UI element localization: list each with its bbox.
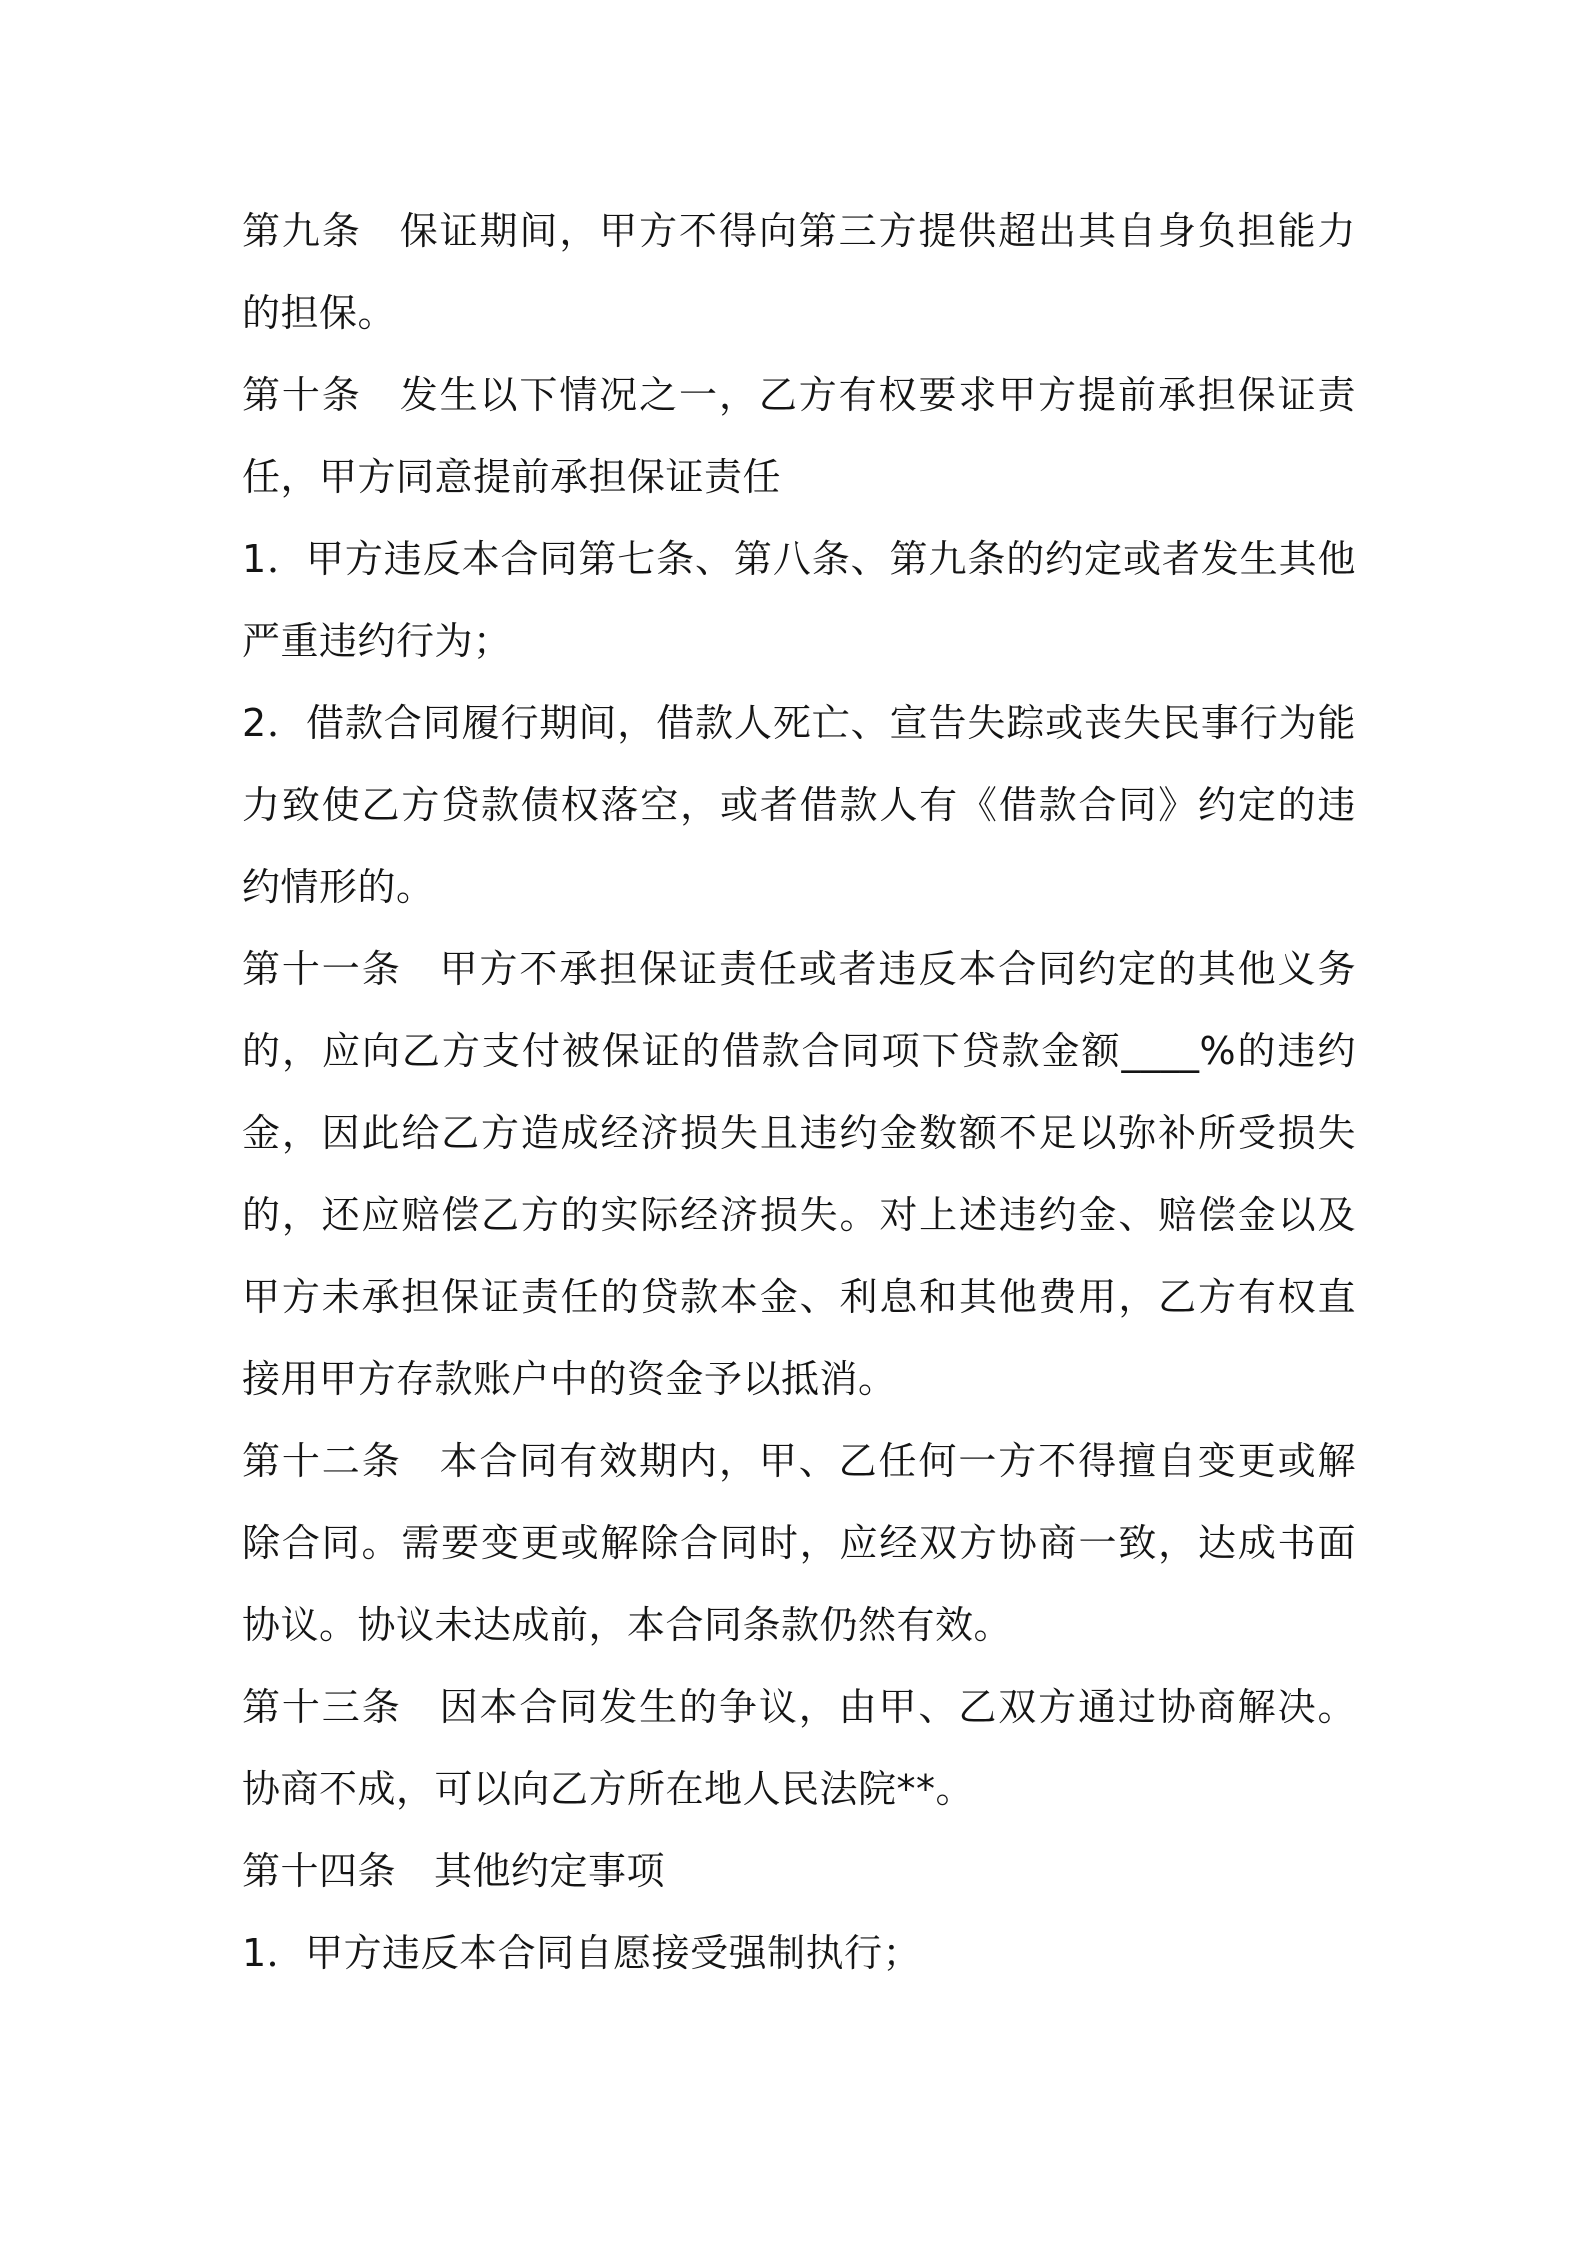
clause-text: 保证期间，甲方不得向第三方提供超出其自身负担能力的担保。 — [242, 209, 1356, 335]
clause-14-item-1 — [242, 1912, 1356, 1994]
clause-heading: 第十二条 — [242, 1439, 402, 1483]
clause-13 — [242, 1666, 1356, 1830]
clause-heading: 第九条 — [242, 209, 362, 253]
clause-text: 甲方不承担保证责任或者违反本合同约定的其他义务的，应向乙方支付被保证的借款合同项下贷款金额____%的违约金，因此给乙方造成经济损失且违约金数额不足以弥补所受损失的，还应赔偿乙方的实际经济损失。对上述违约金、赔偿金以及甲方未承担保证责任的贷款本金、利息和其他费用，乙方有权直接用甲方存款账户中的资金予以抵消。 — [242, 947, 1356, 1401]
clause-heading: 第十四条 — [242, 1849, 397, 1893]
list-item-text: 1．甲方违反本合同自愿接受强制执行； — [242, 1931, 922, 1975]
clause-10-item-2 — [242, 682, 1356, 928]
document-body — [242, 190, 1356, 1994]
list-item-text: 1．甲方违反本合同第七条、第八条、第九条的约定或者发生其他严重违约行为； — [242, 537, 1356, 663]
clause-10 — [242, 354, 1356, 518]
clause-12 — [242, 1420, 1356, 1666]
clause-text: 其他约定事项 — [434, 1849, 666, 1893]
clause-10-item-1 — [242, 518, 1356, 682]
clause-heading: 第十条 — [242, 373, 362, 417]
list-item-text: 2．借款合同履行期间，借款人死亡、宣告失踪或丧失民事行为能力致使乙方贷款债权落空，或者借款人有《借款合同》约定的违约情形的。 — [242, 701, 1356, 909]
clause-11 — [242, 928, 1356, 1420]
clause-heading: 第十三条 — [242, 1685, 402, 1729]
clause-heading: 第十一条 — [242, 947, 402, 991]
clause-text: 因本合同发生的争议，由甲、乙双方通过协商解决。协商不成，可以向乙方所在地人民法院**。 — [242, 1685, 1356, 1811]
clause-9 — [242, 190, 1356, 354]
clause-text: 发生以下情况之一，乙方有权要求甲方提前承担保证责任，甲方同意提前承担保证责任 — [242, 373, 1356, 499]
clause-14 — [242, 1830, 1356, 1912]
clause-text: 本合同有效期内，甲、乙任何一方不得擅自变更或解除合同。需要变更或解除合同时，应经双方协商一致，达成书面协议。协议未达成前，本合同条款仍然有效。 — [242, 1439, 1356, 1647]
